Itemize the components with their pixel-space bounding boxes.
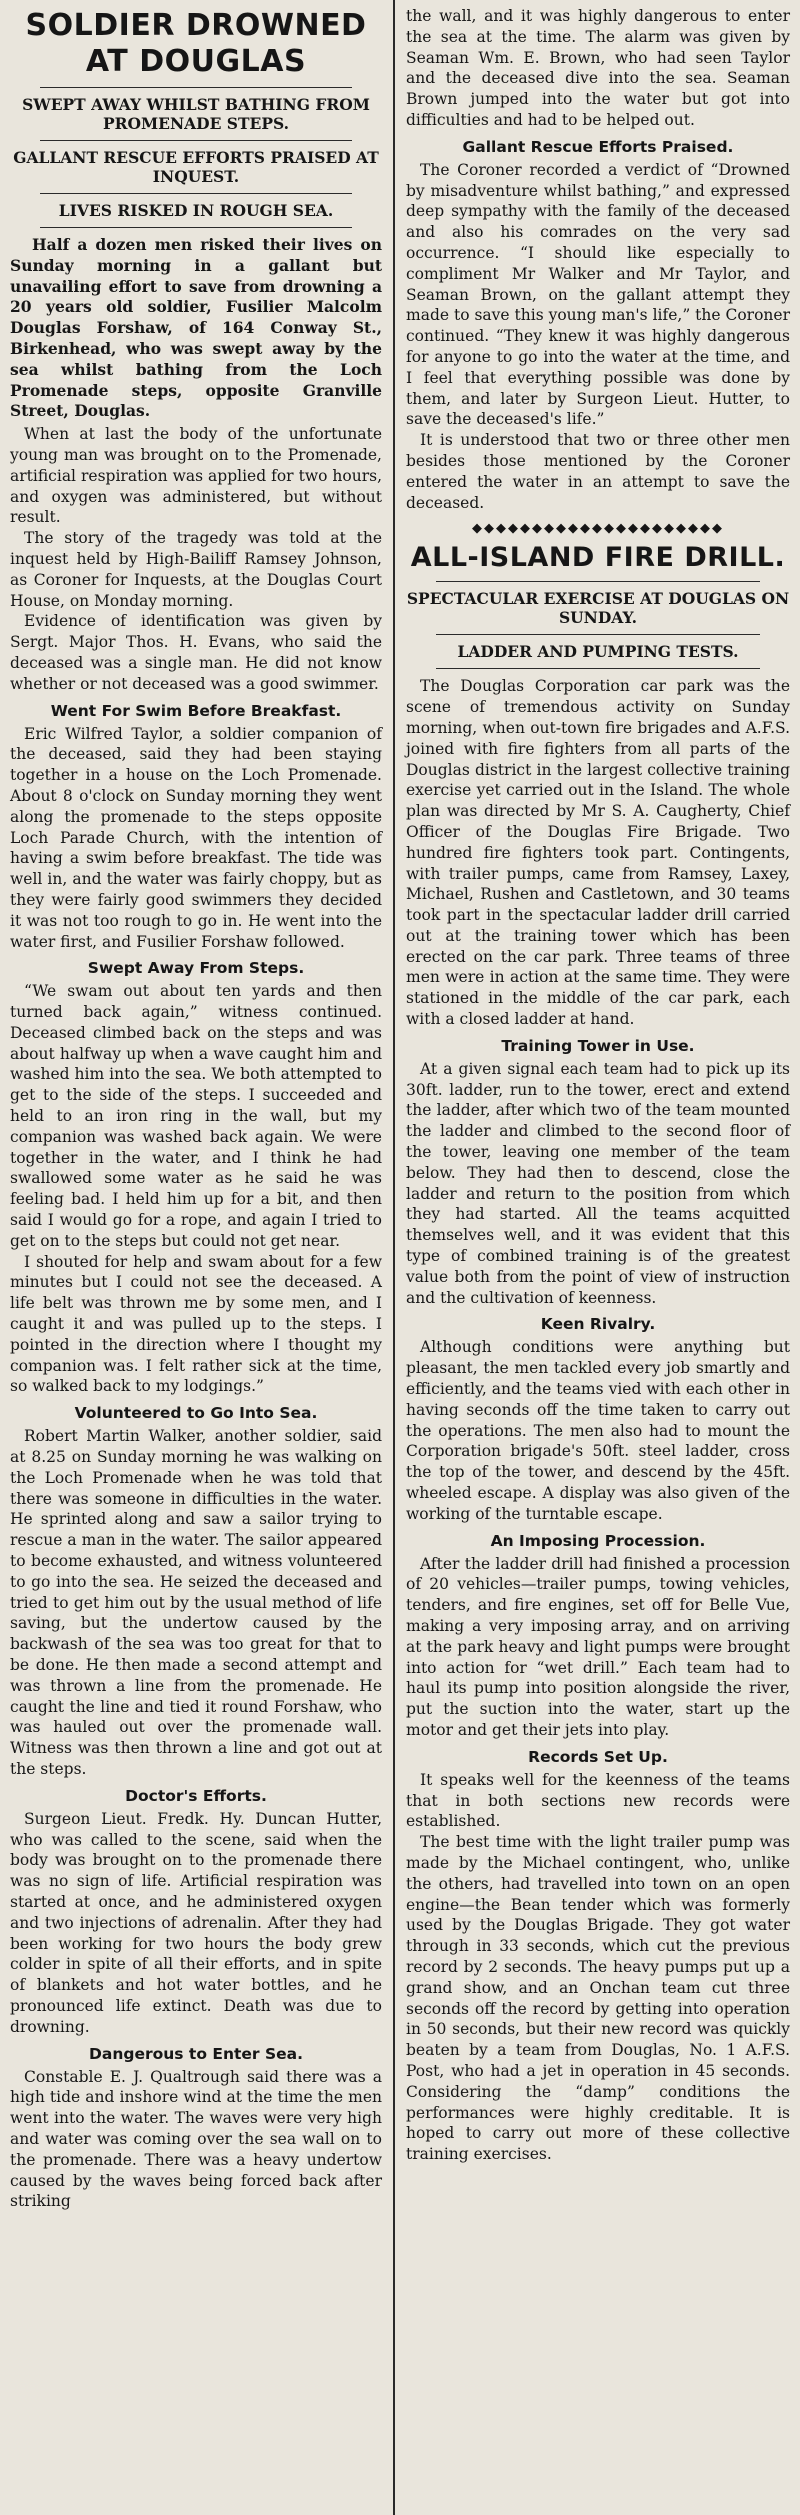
- fire-drill-headline: ALL-ISLAND FIRE DRILL.: [410, 542, 786, 574]
- paragraph: At a given signal each team had to pick up its 30ft. ladder, run to the tower, erect and extend the ladder, after which two of the team mounted the ladder and climbed to the second floor of the tower, leaving one member of the team below. They had then to descend, close the ladder and return to the position from which they had started. All the teams acquitted themselves well, and it was evident that this type of combined training is of the greatest value both from the point of view of instruction and the cultivation of keenness.: [406, 1059, 790, 1307]
- divider: [40, 87, 352, 88]
- deck-ladder-tests: LADDER AND PUMPING TESTS.: [457, 642, 739, 662]
- subhead-dangerous-to-enter: Dangerous to Enter Sea.: [89, 2044, 303, 2063]
- subhead-imposing-procession: An Imposing Procession.: [490, 1531, 706, 1550]
- paragraph: The best time with the light trailer pump was made by the Michael contingent, who, unlike the others, had travelled into town on an open engine—the Bean tender which was formerly used by the Douglas Brigade. They got water through in 33 seconds, which cut the previous record by 2 seconds. The heavy pumps put up a grand show, and an Onchan team cut three seconds off the record by getting into operation in 50 seconds, but their new record was quickly beaten by a team from Douglas, No. 1 A.F.S. Post, who had a jet in operation in 45 seconds. Considering the “damp” conditions the performances were highly creditable. It is hoped to carry out more of these collective training exercises.: [406, 1833, 790, 2164]
- divider: [436, 668, 760, 669]
- paragraph: Robert Martin Walker, another soldier, said at 8.25 on Sunday morning he was walking on the Loch Promenade when he was told that there was someone in difficulties in the water. He sprinted along and saw a sailor trying to rescue a man in the water. The sailor appeared to become exhausted, and witness volunteered to go into the sea. He seized the deceased and tried to get him out by the usual method of life saving, but the undertow caused by the backwash of the sea was too great for that to be done. He then made a second attempt and was thrown a line from the promenade. He caught the line and tied it round Forshaw, who was hauled out over the promenade wall. Witness was then thrown a line and got out at the steps.: [10, 1427, 382, 1778]
- subhead-swim-before-breakfast: Went For Swim Before Breakfast.: [50, 701, 342, 720]
- divider: [436, 634, 760, 635]
- paragraph: I shouted for help and swam about for a few minutes but I could not see the deceased. A life belt was thrown me by some men, and I caught it and was pulled up to the steps. I pointed in the direction where I thought my companion was. I felt rather sick at the time, so walked back to my lodgings.”: [10, 1252, 382, 1396]
- paragraph: When at last the body of the unfortunate young man was brought on to the Promenade, artificial respiration was applied for two hours, and oxygen was administered, but without result.: [10, 425, 382, 527]
- ornamental-divider: ◆◆◆◆◆◆◆◆◆◆◆◆◆◆◆◆◆◆◆◆◆: [472, 521, 724, 537]
- article-headline: SOLDIER DROWNED AT DOUGLAS: [25, 8, 367, 79]
- divider: [40, 227, 352, 228]
- right-column: [396, 0, 800, 2165]
- paragraph: It speaks well for the keenness of the teams that in both sections new records were established.: [406, 1770, 790, 1831]
- paragraph-continued: the wall, and it was highly dangerous to enter the sea at the time. The alarm was given by Seaman Wm. E. Brown, who had seen Taylor and the deceased dive into the sea. Seaman Brown jumped into the water but got into difficulties and had to be helped out.: [406, 7, 790, 129]
- deck-gallant-rescue: GALLANT RESCUE EFFORTS PRAISED AT INQUEST.: [13, 148, 379, 186]
- paragraph: Constable E. J. Qualtrough said there was a high tide and inshore wind at the time the men went into the water. The waves were very high and water was coming over the sea wall on to the promenade. There was a heavy undertow caused by the waves being forced back after striking: [10, 2067, 382, 2211]
- paragraph: “We swam out about ten yards and then turned back again,” witness continued. Deceased climbed back on the steps and was about halfway up when a wave caught him and washed him into the sea. We both attempted to get to the side of the steps. I succeeded and held to an iron ring in the wall, but my companion was washed back again. We were together in the water, and I think he had swallowed some water as he said he was feeling bad. I held him up for a bit, and then said I would go for a rope, and again I tried to get on to the steps but could not get near.: [10, 982, 382, 1250]
- lede-paragraph: Half a dozen men risked their lives on Sunday morning in a gallant but unavailing effort to save from drowning a 20 years old soldier, Fusilier Malcolm Douglas Forshaw, of 164 Conway St., Birkenhead, who was swept away by the sea whilst bathing from the Loch Promenade steps, opposite Granville Street, Douglas.: [10, 235, 382, 421]
- paragraph: Surgeon Lieut. Fredk. Hy. Duncan Hutter, who was called to the scene, said when the body was brought on to the promenade there was no sign of life. Artificial respiration was started at once, and he administered oxygen and two injections of adrenalin. After they had been working for two hours the body grew colder in spite of all their efforts, and in spite of blankets and hot water bottles, and he pronounced life extinct. Death was due to drowning.: [10, 1809, 382, 2036]
- paragraph: It is understood that two or three other men besides those mentioned by the Coroner entered the water in an attempt to save the deceased.: [406, 431, 790, 512]
- paragraph: Eric Wilfred Taylor, a soldier companion of the deceased, said they had been staying together in a house on the Loch Promenade. About 8 o'clock on Sunday morning they went along the promenade to the steps opposite Loch Parade Church, with the intention of having a swim before breakfast. The tide was well in, and the water was fairly choppy, but as they were fairly good swimmers they decided it was not too rough to go in. He went into the water first, and Fusilier Forshaw followed.: [10, 724, 382, 951]
- subhead-training-tower: Training Tower in Use.: [501, 1036, 695, 1055]
- paragraph: Evidence of identification was given by Sergt. Major Thos. H. Evans, who said the deceased was a single man. He did not know whether or not deceased was a good swimmer.: [10, 612, 382, 693]
- subhead-records-set-up: Records Set Up.: [528, 1747, 668, 1766]
- paragraph: The Coroner recorded a verdict of “Drowned by misadventure whilst bathing,” and expressed deep sympathy with the family of the deceased and also his comrades on the very sad occurrence. “I should like especially to compliment Mr Walker and Mr Taylor, and Seaman Brown, on the gallant attempt they made to save this young man's life,” the Coroner continued. “They knew it was highly dangerous for anyone to go into the water at the time, and I feel that everything possible was done by them, and later by Surgeon Lieut. Hutter, to save the deceased's life.”: [406, 160, 790, 429]
- deck-swept-away: SWEPT AWAY WHILST BATHING FROM PROMENADE STEPS.: [22, 95, 370, 133]
- subhead-swept-away: Swept Away From Steps.: [87, 959, 305, 978]
- divider: [436, 581, 760, 582]
- subhead-volunteered: Volunteered to Go Into Sea.: [74, 1404, 318, 1423]
- subhead-rescue-praised: Gallant Rescue Efforts Praised.: [462, 137, 734, 156]
- deck-spectacular-exercise: SPECTACULAR EXERCISE AT DOUGLAS ON SUNDAY.: [406, 589, 790, 628]
- divider: [40, 193, 352, 194]
- paragraph: After the ladder drill had finished a procession of 20 vehicles—trailer pumps, towing vehicles, tenders, and fire engines, set off for Belle Vue, making a very imposing array, and on arriving at the park heavy and light pumps were brought into action for “wet drill.” Each team had to haul its pump into position alongside the river, put the suction into the water, start up the motor and get their jets into play.: [406, 1554, 790, 1739]
- paragraph: The story of the tragedy was told at the inquest held by High-Bailiff Ramsey Johnson, as Coroner for Inquests, at the Douglas Court House, on Monday morning.: [10, 529, 382, 610]
- column-rule: [393, 0, 395, 2515]
- paragraph: The Douglas Corporation car park was the scene of tremendous activity on Sunday morning, when out-town fire brigades and A.F.S. joined with fire fighters from all parts of the Douglas district in the largest collective training exercise yet carried out in the Island. The whole plan was directed by Mr S. A. Caugherty, Chief Officer of the Douglas Fire Brigade. Two hundred fire fighters took part. Contingents, with trailer pumps, came from Ramsey, Laxey, Michael, Rushen and Castletown, and 30 teams took part in the spectacular ladder drill carried out at the training tower which has been erected on the car park. Three teams of three men were in action at the same time. They were stationed in the middle of the car park, each with a closed ladder at hand.: [406, 677, 790, 1029]
- subhead-keen-rivalry: Keen Rivalry.: [540, 1315, 656, 1334]
- subhead-doctors-efforts: Doctor's Efforts.: [125, 1786, 267, 1805]
- left-column: [0, 0, 392, 2212]
- deck-lives-risked: LIVES RISKED IN ROUGH SEA.: [58, 201, 334, 220]
- paragraph: Although conditions were anything but pleasant, the men tackled every job smartly and efficiently, and the teams vied with each other in having seconds off the time taken to carry out the operations. The men also had to mount the Corporation brigade's 50ft. steel ladder, cross the top of the tower, and descend by the 45ft. wheeled escape. A display was also given of the working of the turntable escape.: [406, 1338, 790, 1523]
- divider: [40, 140, 352, 141]
